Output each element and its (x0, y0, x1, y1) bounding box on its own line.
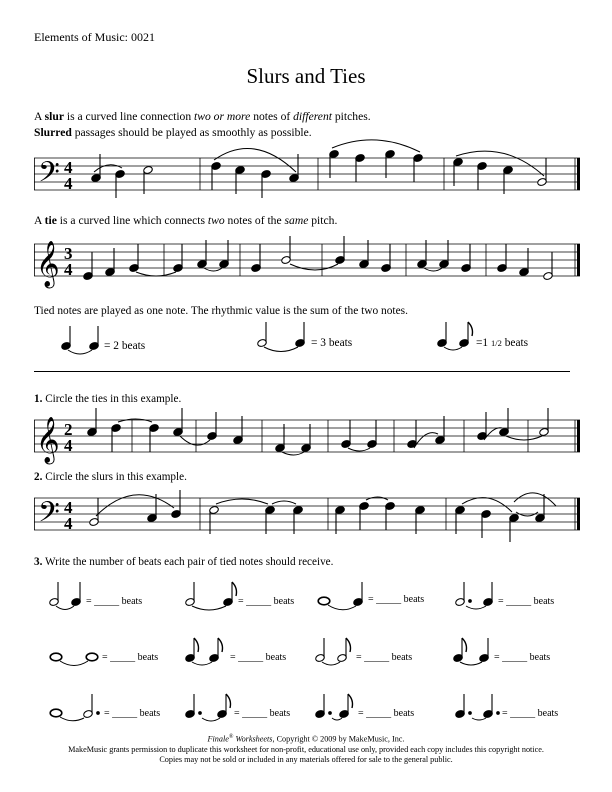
question-1 (34, 393, 181, 405)
term-slurred: Slurred (34, 126, 72, 139)
question-number: 2. (34, 471, 43, 483)
divider (34, 371, 570, 372)
question-text: Circle the ties in this example. (42, 393, 182, 405)
example-1-value: = 2 beats (104, 340, 146, 352)
staff-slurs (34, 150, 582, 200)
product-name: Finale (207, 734, 229, 744)
answer-blank[interactable]: = _____ beats (86, 596, 143, 607)
tie-definition (34, 213, 337, 229)
question-3 (34, 556, 333, 568)
time-sig-bottom: 4 (64, 260, 73, 279)
footer (0, 732, 612, 765)
text: notes of the (224, 214, 285, 227)
question-number: 3. (34, 556, 43, 568)
answer-blank[interactable]: = _____ beats (356, 652, 413, 663)
time-sig-top: 3 (64, 244, 73, 263)
term-tie: tie (44, 214, 57, 227)
time-sig-top: 4 (64, 498, 73, 517)
emphasis: two or more (194, 110, 251, 123)
time-sig-top: 4 (64, 158, 73, 177)
time-sig-bottom: 4 (64, 174, 73, 193)
answer-blank[interactable]: = _____ beats (230, 652, 287, 663)
fraction: 1/2 (490, 338, 502, 348)
text: pitches. (331, 110, 371, 123)
term-slur: slur (44, 110, 64, 123)
time-sig-bottom: 4 (64, 436, 73, 455)
answer-blank[interactable]: = _____ beats (358, 708, 415, 719)
answer-blank[interactable]: = _____ beats (102, 652, 159, 663)
staff-question-2 (34, 490, 582, 540)
worksheet-label: Elements of Music: 0021 (34, 30, 155, 44)
question-number: 1. (34, 393, 43, 405)
text: is a curved line connection (63, 110, 195, 123)
question-2 (34, 471, 187, 483)
answer-blank[interactable]: = _____ beats (502, 708, 559, 719)
staff-ties (34, 236, 582, 286)
emphasis: same (284, 214, 309, 227)
example-2-value: = 3 beats (311, 337, 353, 349)
text: notes of (250, 110, 294, 123)
treble-clef-icon: 𝄞 (36, 417, 60, 463)
time-sig-bottom: 4 (64, 514, 73, 533)
emphasis: two (207, 214, 225, 227)
bass-clef-icon: 𝄢 (38, 156, 60, 196)
text: A (34, 214, 45, 227)
example-3-value (476, 337, 529, 349)
product-name: Worksheets (233, 734, 273, 744)
text: =1 (476, 337, 491, 349)
text: A (34, 110, 45, 123)
question-text: Write the number of beats each pair of tied notes should receive. (42, 556, 334, 568)
staff-question-1 (34, 412, 582, 462)
page-title: Slurs and Ties (246, 64, 366, 88)
treble-clef-icon: 𝄞 (36, 241, 60, 287)
bass-clef-icon: 𝄢 (38, 496, 60, 536)
text: is a curved line which connects (56, 214, 208, 227)
copyright: , Copyright © 2009 by MakeMusic, Inc. (272, 734, 405, 744)
answer-blank[interactable]: = _____ beats (498, 596, 555, 607)
permission-notice: MakeMusic grants permission to duplicate this worksheet for non-profit, educational use only, provided each copy includes this copyright notice. (68, 744, 544, 754)
tied-notes-grid (0, 580, 612, 720)
slur-definition (34, 109, 371, 141)
time-sig-top: 2 (64, 420, 73, 439)
registered-mark: ® (228, 734, 234, 740)
answer-blank[interactable]: = _____ beats (368, 594, 425, 605)
tie-examples (34, 326, 574, 366)
tied-note-explanation: Tied notes are played as one note. The rhythmic value is the sum of the two notes. (34, 305, 408, 317)
text: passages should be played as smoothly as possible. (71, 126, 312, 139)
answer-blank[interactable]: = _____ beats (234, 708, 291, 719)
text: pitch. (308, 214, 338, 227)
answer-blank[interactable]: = _____ beats (104, 708, 161, 719)
sale-notice: Copies may not be sold or included in any materials offered for sale to the general public. (159, 754, 453, 764)
answer-blank[interactable]: = _____ beats (238, 596, 295, 607)
question-text: Circle the slurs in this example. (42, 471, 187, 483)
text: beats (501, 337, 529, 349)
answer-blank[interactable]: = _____ beats (494, 652, 551, 663)
emphasis: different (293, 110, 332, 123)
